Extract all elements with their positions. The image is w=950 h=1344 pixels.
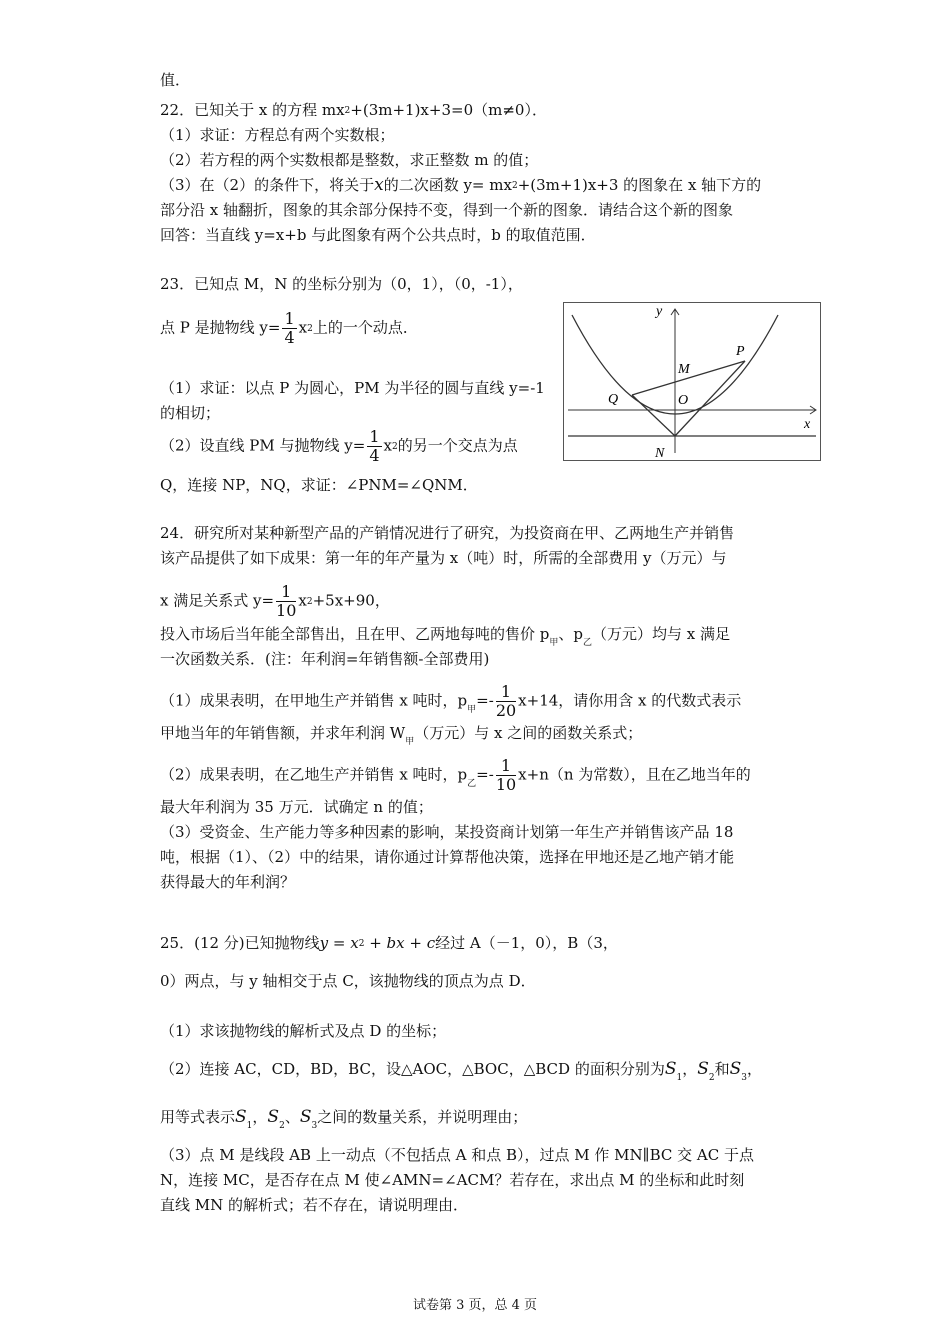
q22-part3-line3: 回答：当直线 y=x+b 与此图象有两个公共点时，b 的取值范围． (160, 226, 596, 244)
label-m: M (678, 362, 690, 377)
q24-line3: x 满足关系式 y= $\frac{1}{10}$ x2+5x+90， (160, 582, 390, 620)
q25-part1: （1）求该抛物线的解析式及点 D 的坐标； (160, 1022, 447, 1040)
q25-stem-line2: 0）两点，与 y 轴相交于点 C，该抛物线的顶点为点 D． (160, 972, 536, 990)
label-x: x (804, 417, 811, 432)
q22-part1: （1）求证：方程总有两个实数根； (160, 126, 395, 144)
q24-line1: 24．研究所对某种新型产品的产销情况进行了研究，为投资商在甲、乙两地生产并销售 (160, 524, 735, 542)
fraction: $\frac{1}{20}$ (495, 682, 517, 720)
q25-part3-line2: N，连接 MC，是否存在点 M 使∠AMN=∠ACM？若存在，求出点 M 的坐标和此时刻 (160, 1171, 745, 1189)
q24-part3: （3）受资金、生产能力等多种因素的影响，某投资商计划第一年生产并销售该产品 18 (160, 823, 734, 841)
q24-line4: 投入市场后当年能全部售出，且在甲、乙两地每吨的售价 $p_甲$、$p_乙$（万元）均与 x 满足 (160, 625, 731, 648)
fraction: $\frac{1}{10}$ (495, 756, 517, 794)
q25-stem: 25．(12 分)已知抛物线y = x2 + bx + c经过 A（－1，0），B（3， (160, 934, 618, 952)
label-q: Q (608, 392, 619, 407)
q25-part3: （3）点 M 是线段 AB 上一动点（不包括点 A 和点 B），过点 M 作 MN∥BC 交 AC 于点 (160, 1146, 754, 1164)
page-footer: 试卷第 3 页，总 4 页 (412, 1298, 538, 1313)
q24-part2: （2）成果表明，在乙地生产并销售 x 吨时，$p_乙=-$ $\frac{1}{10}$ x+n（n 为常数），且在乙地当年的 (160, 756, 751, 794)
line-nq (632, 395, 675, 436)
q24-part3-line2: 吨，根据（1）、（2）中的结果，请你通过计算帮他决策，选择在甲地还是乙地产销才能 (160, 848, 735, 866)
q24-part1: （1）成果表明，在甲地生产并销售 x 吨时，$p_甲=-$ $\frac{1}{20}$ x+14，请你用含 x 的代数式表示 (160, 682, 742, 720)
q23-stem-line2: 点 P 是抛物线 y= $\frac{1}{4}$ x2上的一个动点． (160, 309, 418, 347)
q22-part3-line2: 部分沿 x 轴翻折，图象的其余部分保持不变，得到一个新的图象．请结合这个新的图象 (160, 201, 733, 219)
label-p: P (736, 344, 745, 359)
q24-line5: 一次函数关系．(注：年利润=年销售额-全部费用) (160, 650, 490, 668)
q24-part2-line2: 最大年利润为 35 万元．试确定 n 的值； (160, 798, 433, 816)
parabola-figure (563, 302, 821, 461)
q23-part2-line2: Q，连接 NP，NQ，求证：∠PNM=∠QNM． (160, 476, 478, 494)
q23-part2: （2）设直线 PM 与抛物线 y= $\frac{1}{4}$ x2的另一个交点为点 (160, 427, 518, 465)
q21-tail: 值． (160, 71, 191, 89)
q22-stem: 22．已知关于 x 的方程 mx2+(3m+1)x+3=0（m≠0）． (160, 101, 547, 119)
label-y: y (656, 304, 663, 319)
q22-part2: （2）若方程的两个实数根都是整数，求正整数 m 的值； (160, 151, 539, 169)
q23-part1: （1）求证：以点 P 为圆心，PM 为半径的圆与直线 y=-1 (160, 379, 545, 397)
fraction: $\frac{1}{4}$ (369, 427, 380, 465)
label-o: O (678, 393, 689, 408)
parabola-diagram (564, 303, 820, 460)
fraction: $\frac{1}{10}$ (276, 582, 297, 620)
q25-part2: （2）连接 AC，CD，BD，BC，设△AOC，△BOC，△BCD 的面积分别为$S_1$，$S_2$和$S_3$， (160, 1059, 763, 1083)
q23-part1-line2: 的相切； (160, 404, 221, 422)
q22-part3: （3）在（2）的条件下，将关于x的二次函数 y= mx2+(3m+1)x+3 的图象在 x 轴下方的 (160, 175, 762, 195)
q24-line2: 该产品提供了如下成果：第一年的年产量为 x（吨）时，所需的全部费用 y（万元）与 (160, 549, 727, 567)
q25-part2-line2: 用等式表示$S_1$，$S_2$、$S_3$之间的数量关系，并说明理由； (160, 1107, 528, 1131)
label-n: N (655, 446, 665, 460)
fraction: $\frac{1}{4}$ (284, 309, 295, 347)
q23-stem: 23．已知点 M，N 的坐标分别为（0，1），（0，-1）， (160, 275, 523, 293)
q24-part3-line3: 获得最大的年利润？ (160, 873, 296, 891)
q25-part3-line3: 直线 MN 的解析式；若不存在，请说明理由． (160, 1196, 469, 1214)
q24-part1-line2: 甲地当年的年销售额，并求年利润 $W_甲$（万元）与 x 之间的函数关系式； (160, 724, 643, 747)
